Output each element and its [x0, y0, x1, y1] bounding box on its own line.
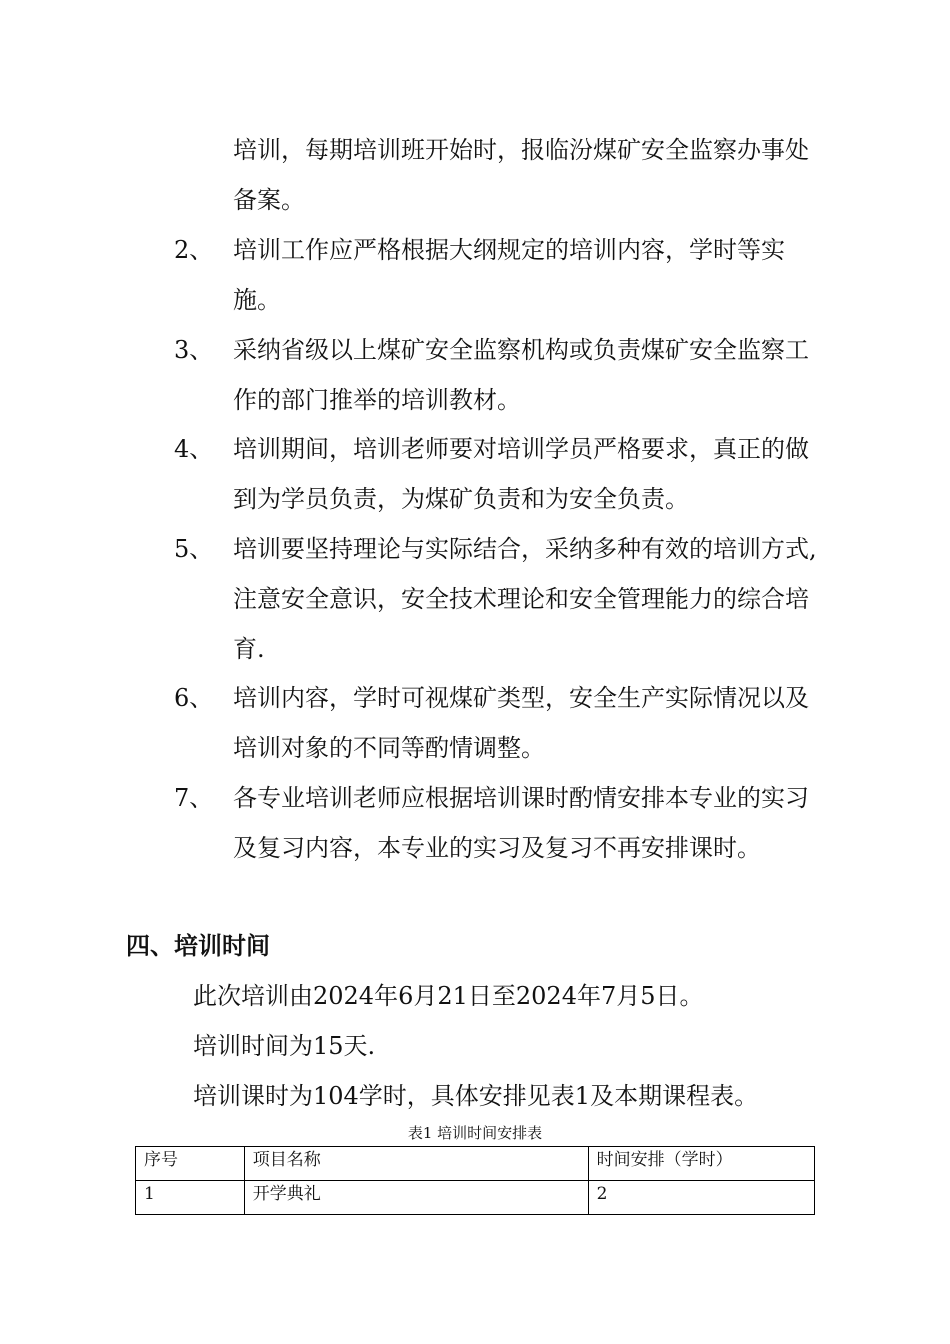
list-item-text: 培训期间，培训老师要对培训学员严格要求，真正的做到为学员负责，为煤矿负责和为安全负责。 [233, 435, 809, 513]
section-heading: 四、培训时间 [126, 931, 270, 960]
list-item-number: 4、 [174, 435, 214, 463]
table-caption: 表1 培训时间安排表 [407, 1124, 543, 1142]
table-header-cell: 项目名称 [244, 1147, 588, 1181]
schedule-table [135, 1146, 815, 1215]
table-header-cell: 时间安排（学时） [588, 1147, 814, 1181]
list-item-number: 3、 [174, 336, 214, 364]
paragraph: 此次培训由2024年6月21日至2024年7月5日。 [193, 982, 704, 1010]
table-cell: 开学典礼 [244, 1181, 588, 1215]
table-header-row [136, 1147, 815, 1181]
table-cell: 2 [588, 1181, 814, 1215]
table-header-cell: 序号 [136, 1147, 245, 1181]
paragraph: 培训课时为104学时，具体安排见表1及本期课程表。 [193, 1082, 759, 1110]
list-item-text: 培训要坚持理论与实际结合，采纳多种有效的培训方式,注意安全意识，安全技术理论和安全管理能力的综合培育. [233, 535, 817, 663]
list-item-text: 采纳省级以上煤矿安全监察机构或负责煤矿安全监察工作的部门推举的培训教材。 [233, 336, 809, 414]
list-item-text: 培训工作应严格根据大纲规定的培训内容，学时等实施。 [233, 236, 785, 314]
paragraph: 培训时间为15天. [193, 1032, 376, 1060]
list-item-number: 7、 [174, 784, 214, 812]
continued-paragraph: 培训，每期培训班开始时，报临汾煤矿安全监察办事处备案。 [233, 136, 809, 214]
list-item-number: 2、 [174, 236, 214, 264]
list-item-number: 5、 [174, 535, 214, 563]
list-item-text: 各专业培训老师应根据培训课时酌情安排本专业的实习及复习内容，本专业的实习及复习不再安排课时。 [233, 784, 809, 862]
list-item-number: 6、 [174, 684, 214, 712]
list-item-text: 培训内容，学时可视煤矿类型，安全生产实际情况以及培训对象的不同等酌情调整。 [233, 684, 809, 762]
table-cell: 1 [136, 1181, 245, 1215]
table-row [136, 1181, 815, 1215]
